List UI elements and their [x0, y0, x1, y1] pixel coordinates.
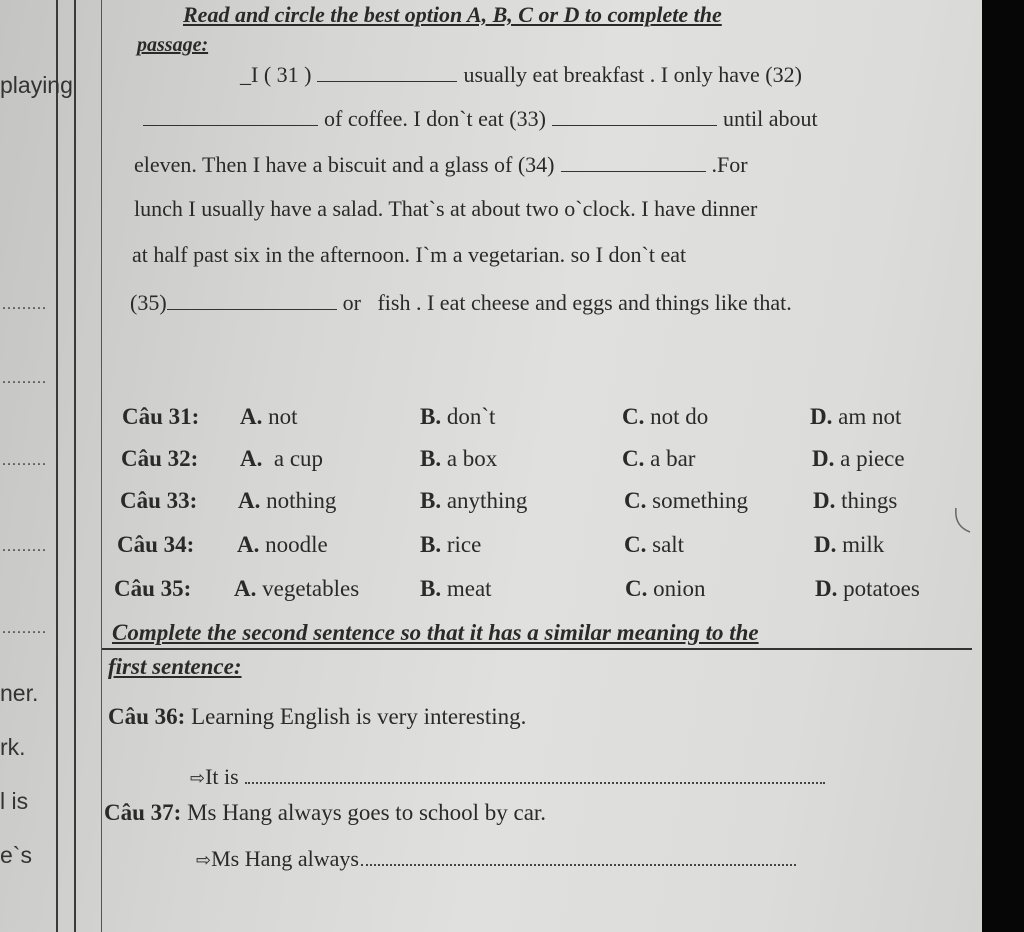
question-label: Câu 35:: [114, 576, 192, 601]
question-text: Ms Hang always goes to school by car.: [187, 800, 547, 825]
option-letter: C.: [625, 576, 648, 601]
option-c[interactable]: [622, 446, 695, 472]
passage-line-3: [134, 152, 748, 178]
section2-heading: Complete the second sentence so that it has a similar meaning to the: [112, 620, 759, 645]
option-text: noodle: [265, 532, 328, 557]
passage-line-1: [240, 62, 802, 88]
option-letter: B.: [420, 576, 442, 601]
option-letter: D.: [813, 488, 836, 513]
option-text: a box: [446, 446, 498, 471]
passage-35-label: (35): [130, 290, 167, 315]
option-letter: B.: [420, 488, 442, 513]
question-37: [104, 800, 546, 826]
passage-line-3-end: .For: [711, 152, 748, 177]
option-a[interactable]: [240, 446, 323, 472]
option-text: a piece: [840, 446, 905, 471]
option-letter: B.: [420, 446, 442, 471]
blank-32[interactable]: [143, 124, 318, 126]
section2-rule: [102, 648, 972, 650]
option-letter: C.: [622, 446, 645, 471]
option-letter: D.: [815, 576, 838, 601]
section1-heading: Read and circle the best option A, B, C or D to complete the: [183, 2, 722, 27]
option-letter: B.: [420, 532, 442, 557]
passage-line-2-text: of coffee. I don`t eat (33): [324, 106, 546, 131]
option-c[interactable]: [625, 576, 706, 602]
passage-fish: fish: [377, 290, 411, 315]
option-b[interactable]: [420, 404, 495, 430]
passage-line-5: at half past six in the afternoon. I`m a vegetarian. so I don`t eat: [132, 242, 687, 267]
blank-34[interactable]: [561, 170, 706, 172]
passage-line-1-text: usually eat breakfast . I only have (32): [463, 62, 802, 87]
question-text: Learning English is very interesting.: [191, 704, 527, 729]
passage-or: or: [342, 290, 361, 315]
option-c[interactable]: [624, 488, 748, 514]
option-d[interactable]: [814, 532, 884, 558]
option-d[interactable]: [815, 576, 920, 602]
option-b[interactable]: [420, 446, 497, 472]
question-label: Câu 31:: [122, 404, 200, 429]
option-letter: A.: [234, 576, 257, 601]
option-b[interactable]: [420, 532, 481, 558]
answer-37[interactable]: [196, 846, 796, 872]
option-text: not do: [650, 404, 709, 429]
arrow-right-icon: ⇨: [196, 850, 212, 871]
answer-dotted-line[interactable]: [361, 863, 796, 866]
option-text: something: [652, 488, 748, 513]
option-text: don`t: [446, 404, 496, 429]
option-letter: D.: [814, 532, 837, 557]
passage-line-2-end: until about: [722, 106, 818, 131]
option-text: a cup: [273, 446, 324, 471]
option-c[interactable]: [624, 532, 684, 558]
option-letter: D.: [810, 404, 833, 429]
section2-heading-cont: first sentence:: [108, 654, 242, 679]
option-text: vegetables: [262, 576, 360, 601]
option-letter: A.: [237, 532, 260, 557]
margin-word-rk: rk.: [0, 734, 26, 760]
option-text: things: [841, 488, 898, 513]
option-letter: C.: [624, 488, 647, 513]
option-text: onion: [653, 576, 706, 601]
dark-edge: [982, 0, 1024, 932]
question-label: Câu 34:: [117, 532, 195, 557]
passage-line-3-text: eleven. Then I have a biscuit and a glass of (34): [134, 152, 555, 177]
margin-line-left: [56, 0, 58, 932]
option-text: am not: [838, 404, 902, 429]
option-letter: C.: [622, 404, 645, 429]
question-label: Câu 36:: [108, 704, 186, 729]
option-d[interactable]: [810, 404, 901, 430]
passage-line-6: [130, 290, 792, 316]
pen-mark-icon: [950, 500, 976, 540]
passage-line-6-end: . I eat cheese and eggs and things like that.: [415, 290, 792, 315]
margin-dots-5: .........: [2, 620, 47, 637]
blank-31[interactable]: [317, 80, 457, 82]
option-d[interactable]: [813, 488, 897, 514]
arrow-right-icon: ⇨: [190, 768, 206, 789]
answer-prefix: Ms Hang always: [211, 846, 359, 871]
margin-dots-4: .........: [2, 538, 47, 555]
blank-35[interactable]: [167, 308, 337, 310]
margin-line-right: [74, 0, 76, 932]
question-label: Câu 33:: [120, 488, 198, 513]
margin-word-lis: l is: [0, 788, 29, 814]
option-b[interactable]: [420, 488, 527, 514]
option-a[interactable]: [238, 488, 336, 514]
margin-word-ner: ner.: [0, 680, 39, 706]
option-a[interactable]: [237, 532, 328, 558]
margin-dots-2: .........: [2, 370, 47, 387]
passage-31-label: _I ( 31 ): [240, 62, 312, 87]
option-text: milk: [842, 532, 885, 557]
option-letter: D.: [812, 446, 835, 471]
answer-prefix: It is: [205, 764, 239, 789]
option-text: salt: [652, 532, 685, 557]
answer-dotted-line[interactable]: [245, 781, 825, 784]
answer-36[interactable]: [190, 764, 825, 790]
option-text: anything: [446, 488, 528, 513]
option-d[interactable]: [812, 446, 905, 472]
option-a[interactable]: [240, 404, 298, 430]
margin-word-playing: playing: [0, 72, 73, 98]
option-text: not: [268, 404, 298, 429]
passage-line-2: [137, 106, 818, 132]
option-letter: B.: [420, 404, 442, 429]
option-text: rice: [446, 532, 482, 557]
section1-heading-cont: passage:: [137, 34, 209, 56]
blank-33[interactable]: [552, 124, 717, 126]
question-36: [108, 704, 526, 730]
margin-word-es: e`s: [0, 842, 32, 868]
passage-line-4: lunch I usually have a salad. That`s at about two o`clock. I have dinner: [134, 196, 758, 221]
question-label: Câu 37:: [104, 800, 182, 825]
margin-dots-3: .........: [2, 452, 47, 469]
option-text: nothing: [266, 488, 337, 513]
option-b[interactable]: [420, 576, 492, 602]
content-border-line: [101, 0, 102, 932]
option-letter: C.: [624, 532, 647, 557]
option-letter: A.: [240, 446, 263, 471]
option-c[interactable]: [622, 404, 708, 430]
margin-dots-1: .........: [2, 296, 47, 313]
option-letter: A.: [240, 404, 263, 429]
option-text: potatoes: [843, 576, 920, 601]
option-a[interactable]: [234, 576, 359, 602]
option-text: meat: [446, 576, 492, 601]
question-label: Câu 32:: [121, 446, 199, 471]
option-text: a bar: [650, 446, 696, 471]
option-letter: A.: [238, 488, 261, 513]
